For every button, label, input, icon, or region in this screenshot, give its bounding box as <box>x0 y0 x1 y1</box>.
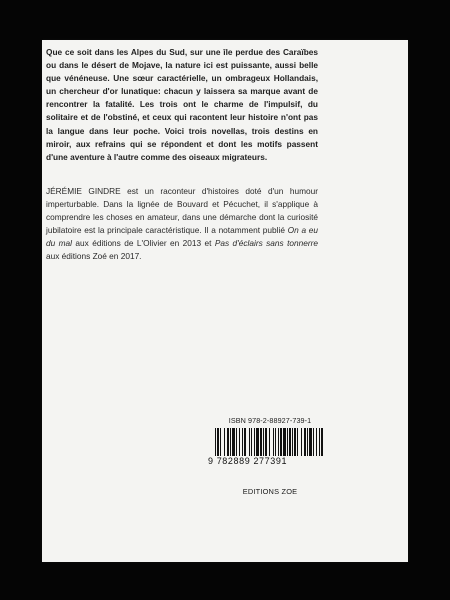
barcode-bar <box>269 428 270 456</box>
barcode-bar <box>316 428 317 456</box>
barcode-graphic <box>214 428 326 456</box>
barcode-bar <box>283 428 286 456</box>
barcode-bar <box>220 428 221 456</box>
barcode-bar <box>215 428 216 456</box>
barcode-bar <box>239 428 240 456</box>
barcode-bar <box>249 428 250 456</box>
barcode-bar <box>319 428 320 456</box>
barcode-bar <box>260 428 262 456</box>
barcode-bar <box>236 428 237 456</box>
author-bio-paragraph <box>46 185 318 264</box>
barcode-bar <box>254 428 255 456</box>
barcode-bar <box>321 428 323 456</box>
barcode-bar <box>309 428 312 456</box>
barcode-bar <box>263 428 264 456</box>
barcode-bar <box>289 428 291 456</box>
barcode-bar <box>307 428 308 456</box>
barcode-bar <box>217 428 219 456</box>
barcode-bar <box>280 428 282 456</box>
barcode-digits: 9 782889 277391 <box>208 456 288 466</box>
barcode-bar <box>304 428 306 456</box>
book-title-1: On a eu du mal <box>46 225 318 249</box>
bio-text-3: aux éditions Zoé en 2017. <box>46 251 142 262</box>
barcode-bar <box>278 428 279 456</box>
isbn-label: ISBN 978-2-88927-739-1 <box>228 416 312 425</box>
bio-text-1: est un raconteur d'histoires doté d'un humour imperturbable. Dans la lignée de Bouvard et Pécuchet, il s'applique à comprendre les choses en amateur, dans une démarche dont la curiosité jubilatoire est la principale caractéristique. Il a notamment publié <box>46 186 318 236</box>
book-title-2: Pas d'éclairs sans tonnerre <box>214 238 318 249</box>
barcode-bar <box>242 428 243 456</box>
barcode-bar <box>294 428 296 456</box>
barcode-bar <box>297 428 298 456</box>
barcode-bar <box>301 428 302 456</box>
barcode-bar <box>230 428 231 456</box>
bio-text-2: aux éditions de L'Olivier en 2013 et <box>72 238 215 249</box>
barcode-bar <box>251 428 252 456</box>
barcode-bar <box>232 428 235 456</box>
barcode-bar <box>256 428 259 456</box>
barcode-bar <box>224 428 225 456</box>
publisher-name: EDITIONS ZOE <box>242 487 298 496</box>
author-name: JÉRÉMIE GINDRE <box>46 186 121 196</box>
barcode-bar <box>265 428 267 456</box>
barcode-bar <box>287 428 288 456</box>
barcode-bar <box>292 428 293 456</box>
barcode-bar <box>273 428 274 456</box>
barcode-bar <box>244 428 246 456</box>
barcode-bar <box>313 428 314 456</box>
blurb-paragraph: Que ce soit dans les Alpes du Sud, sur une île perdue des Caraïbes ou dans le désert de Mojave, la nature ici est puissante, aussi belle que vénéneuse. Une sœur caractérielle, un ombrageux Hollandais, un chercheur d'or lunatique: chacun y laissera sa marque avant de rencontrer la fatalité. Les trois ont le charme de l'impulsif, du solitaire et de l'obstiné, et ceux qui racontent leur histoire n'ont pas la langue dans leur poche. Voici trois novellas, trois destins en miroir, aux refrains qui se répondent et dont les motifs passent d'une aventure à l'autre comme des oiseaux migrateurs. <box>46 47 318 162</box>
barcode-bar <box>275 428 276 456</box>
barcode-bar <box>227 428 229 456</box>
